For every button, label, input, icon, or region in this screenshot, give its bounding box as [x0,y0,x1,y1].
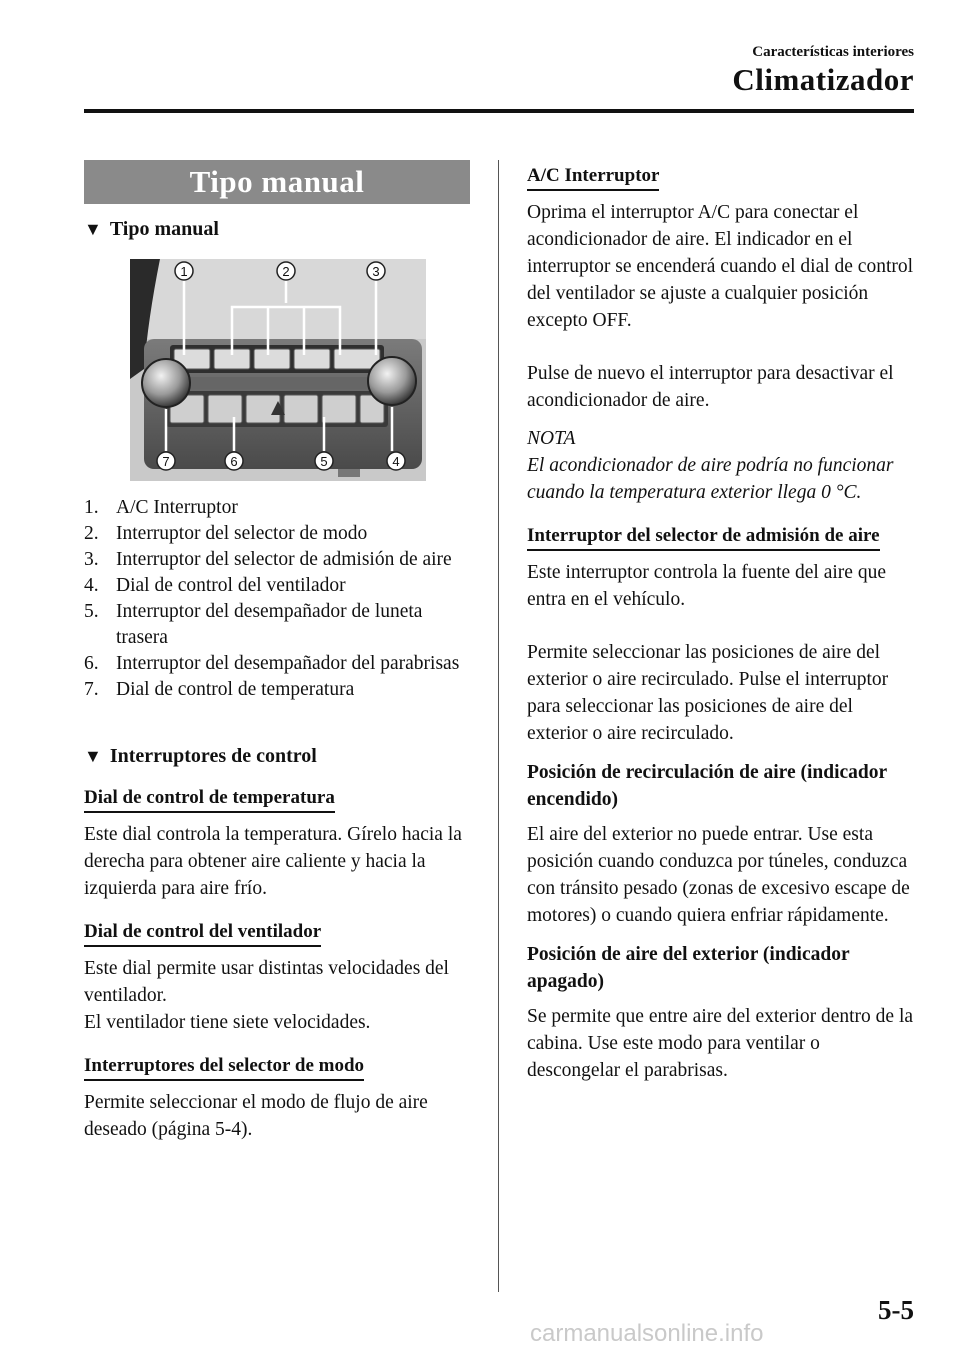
section-banner: Tipo manual [84,160,470,204]
heading-temp-dial: Dial de control de temperatura [84,787,335,813]
para-ac-2: Pulse de nuevo el interruptor para desactivar el acondicionador de aire. [527,363,894,411]
note-text: El acondicionador de aire podría no funcionar cuando la temperatura exterior llega 0 °C. [527,455,894,503]
callout-2: 2 [282,264,290,279]
subhead-interruptores [84,745,470,768]
para-temp-dial: Este dial controla la temperatura. Gírelo hacia la derecha para obtener aire caliente y hacia la izquierda para aire frío. [84,824,462,899]
climate-panel-figure [130,259,426,481]
callout-1: 1 [180,264,188,279]
callout-4: 4 [392,454,400,469]
heading-intake-switch: Interruptor del selector de admisión de aire [527,525,880,551]
heading-recirc: Posición de recirculación de aire (indicador encendido) [527,762,887,810]
triangle-icon: ▼ [84,746,102,766]
parts-list [84,495,470,703]
callout-6: 6 [230,454,238,469]
note-title: NOTA [527,428,576,449]
callout-7: 7 [162,454,170,469]
heading-mode-switch: Interruptores del selector de modo [84,1055,364,1081]
column-divider [498,160,499,1292]
left-column [84,160,470,1143]
climate-panel-photo [130,259,426,481]
para-intake-2: Permite seleccionar las posiciones de aire del exterior o aire recirculado. Pulse el interruptor para seleccionar las posiciones de aire del exterior o aire recirculado. [527,642,889,744]
list-item: 7. Dial de control de temperatura [84,679,355,700]
triangle-icon: ▼ [84,219,102,239]
header-rule [84,109,914,113]
para-recirc: El aire del exterior no puede entrar. Use esta posición cuando conduzca por túneles, conduzca con tránsito pesado (zonas de excesivo escape de motores) o cuando quiera enfriar rápidamente. [527,824,910,926]
callout-5: 5 [320,454,328,469]
subhead-tipo-manual [84,218,470,241]
subhead-label: Tipo manual [109,218,219,240]
para-fan-dial: Este dial permite usar distintas velocidades del ventilador. El ventilador tiene siete velocidades. [84,958,449,1033]
para-outside-air: Se permite que entre aire del exterior dentro de la cabina. Use este modo para ventilar o descongelar el parabrisas. [527,1006,914,1081]
heading-outside-air: Posición de aire del exterior (indicador apagado) [527,944,850,992]
list-item: 1. A/C Interruptor [84,497,238,518]
right-column [527,160,917,1084]
para-ac-1: Oprima el interruptor A/C para conectar el acondicionador de aire. El indicador en el interruptor se encenderá cuando el dial de control del ventilador se ajuste a cualquier posición excepto OFF. [527,202,914,331]
heading-ac-switch: A/C Interruptor [527,165,659,191]
list-item: 2. Interruptor del selector de modo [84,523,368,544]
list-item: 5. Interruptor del desempañador de luneta trasera [84,601,423,648]
subhead-label: Interruptores de control [109,745,317,767]
list-item: 4. Dial de control del ventilador [84,575,346,596]
watermark: carmanualsonline.info [530,1320,764,1347]
page-number: 5-5 [878,1295,914,1325]
callout-3: 3 [372,264,380,279]
list-item: 6. Interruptor del desempañador del parabrisas [84,653,460,674]
page-title: Climatizador [732,62,914,97]
heading-fan-dial: Dial de control del ventilador [84,921,321,947]
para-intake-1: Este interruptor controla la fuente del aire que entra en el vehículo. [527,562,886,610]
para-mode-switch: Permite seleccionar el modo de flujo de aire deseado (página 5-4). [84,1092,428,1140]
section-label: Características interiores [752,44,914,60]
list-item: 3. Interruptor del selector de admisión de aire [84,549,452,570]
